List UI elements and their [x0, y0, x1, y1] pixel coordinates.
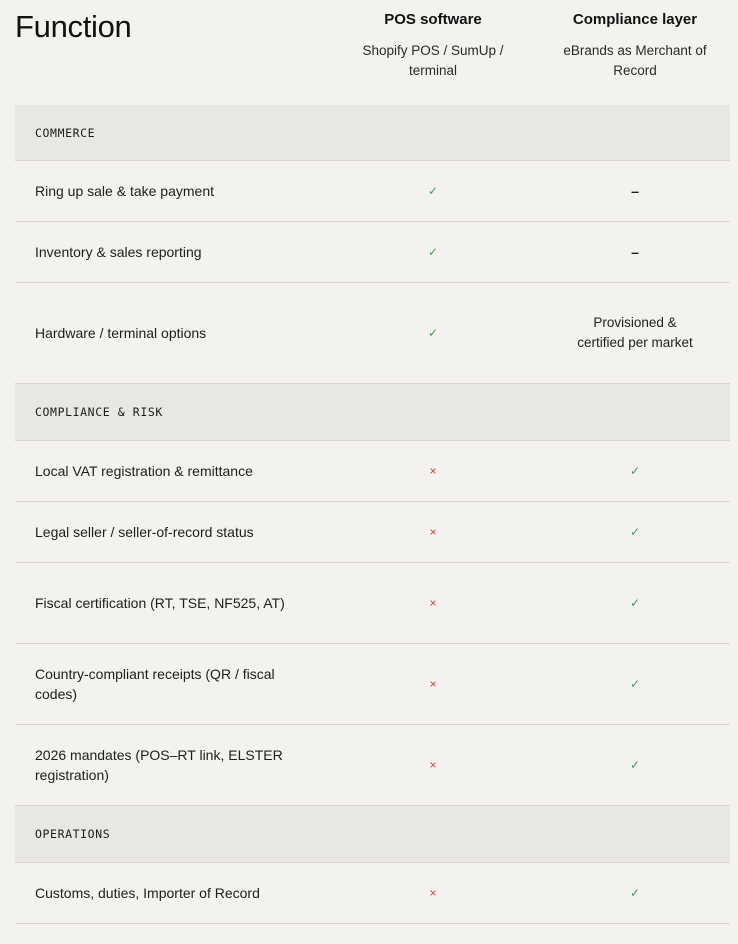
function-label: Country-compliant receipts (QR / fiscal codes) — [35, 666, 275, 702]
cross-icon: × — [429, 525, 437, 539]
column-subtitle: eBrands as Merchant of Record — [563, 43, 707, 78]
function-label: Customs, duties, Importer of Record — [35, 885, 260, 901]
cross-icon: × — [429, 464, 437, 478]
table-header — [0, 0, 738, 105]
table-row — [15, 502, 730, 563]
function-label: Hardware / terminal options — [35, 325, 207, 341]
column-title: POS software — [384, 11, 482, 28]
table-row — [15, 863, 730, 924]
cross-icon: × — [429, 677, 437, 691]
table-row — [15, 725, 730, 806]
table-row — [15, 644, 730, 725]
table-row — [15, 283, 730, 384]
cross-icon: × — [429, 758, 437, 772]
check-icon: ✓ — [427, 184, 439, 198]
table-row — [15, 441, 730, 502]
dash-icon: – — [631, 244, 639, 260]
section-compliance-risk — [15, 384, 730, 441]
column-header-compliance-layer — [540, 10, 730, 81]
compliance-value: Provisioned & certified per market — [577, 315, 693, 350]
function-label: Ring up sale & take payment — [35, 183, 214, 199]
check-icon: ✓ — [427, 245, 439, 259]
dash-icon: – — [631, 183, 639, 199]
comparison-table — [15, 105, 730, 924]
function-label: Fiscal certification (RT, TSE, NF525, AT) — [35, 595, 285, 611]
check-icon: ✓ — [629, 677, 641, 691]
column-header-pos-software — [338, 10, 528, 81]
page-title: Function — [15, 9, 132, 44]
check-icon: ✓ — [629, 758, 641, 772]
function-label: 2026 mandates (POS–RT link, ELSTER registration) — [35, 747, 283, 783]
table-row — [15, 563, 730, 644]
check-icon: ✓ — [629, 596, 641, 610]
table-row — [15, 222, 730, 283]
column-subtitle: Shopify POS / SumUp / terminal — [362, 43, 504, 78]
cross-icon: × — [429, 886, 437, 900]
section-operations — [15, 806, 730, 863]
check-icon: ✓ — [629, 525, 641, 539]
section-label: COMMERCE — [35, 125, 96, 140]
table-row — [15, 161, 730, 222]
function-label: Legal seller / seller-of-record status — [35, 524, 254, 540]
section-label: COMPLIANCE & RISK — [35, 405, 163, 419]
check-icon: ✓ — [629, 886, 641, 900]
section-label: OPERATIONS — [35, 827, 111, 841]
section-commerce — [15, 105, 730, 161]
function-label: Local VAT registration & remittance — [35, 463, 253, 479]
check-icon: ✓ — [427, 326, 439, 340]
check-icon: ✓ — [629, 464, 641, 478]
function-label: Inventory & sales reporting — [35, 244, 202, 260]
cross-icon: × — [429, 596, 437, 610]
column-title: Compliance layer — [572, 11, 698, 28]
